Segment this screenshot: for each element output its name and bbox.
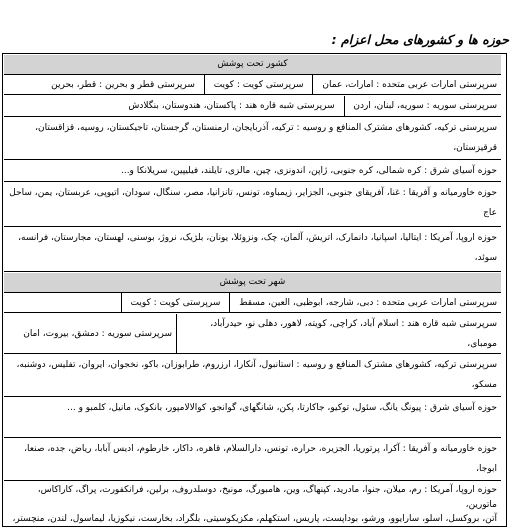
country-row-2 [4,96,501,117]
city-row-1 [4,293,501,313]
city-row-5 [4,439,501,481]
city-turkey-line-1: سرپرستی ترکیه، کشورهای مشترک المنافع و روسیه : استانبول، آنکارا، ارزروم، طرابوزان، باکو، نخجوان، ایروان، تفلیس، دوشنبه، مسکو، [16,360,497,390]
country-row-3 [4,118,501,160]
city-row-4 [4,398,501,438]
country-row-5 [4,183,501,227]
country-row-1 [4,75,501,95]
city-row-6 [4,482,501,526]
country-row-6 [4,228,501,272]
city-east-asia-line-1: حوزه آسیای شرق : پیونگ یانگ، سئول، توکیو، جاکارتا، پکن، شانگهای، گوانجو، کوالالامپور، بانکوک، مانیل، کلمبو و ... [67,403,497,413]
country-turkey-line-1: سرپرستی ترکیه، کشورهای مشترک المنافع و روسیه : ترکیه، آذربایجان، ارمنستان، گرجستان، تاجیکستان، روسیه، قزاقستان، قرقیزستان، [35,123,497,153]
country-syria-cell: سرپرستی سوریه : سوریه، لبنان، اردن [353,101,497,111]
city-row-3 [4,355,501,397]
country-east-asia: حوزه آسیای شرق : کره شمالی، کره جنوبی، ژاپن، اندونزی، چین، مالزی، تایلند، فیلیپین، سریلانکا و... [120,166,497,176]
country-qatar-cell: سرپرستی قطر و بحرین : قطر، بحرین [51,80,195,90]
city-india-cell [176,314,501,354]
city-india-line-1: سرپرستی شبه قاره هند : اسلام آباد، کراچی، کویته، لاهور، دهلی نو، حیدرآباد، مومبای، [210,319,497,349]
country-section-header: کشور تحت پوشش [4,55,501,75]
city-middle-east-line-2 [8,479,497,481]
country-europe-line-2 [8,268,497,272]
page-title: حوزه ها و کشورهای محل اعزام : [331,32,509,47]
city-kuwait-cell: سرپرستی کویت : کویت [130,298,221,308]
country-uae-cell: سرپرستی امارات عربی متحده : امارات، عمان [322,80,497,90]
country-india-cell: سرپرستی شبه قاره هند : پاکستان، هندوستان، بنگلادش [128,101,335,111]
country-kuwait-cell: سرپرستی کویت : کویت [213,80,304,90]
country-middle-east-line-2 [8,223,497,227]
country-row-4 [4,161,501,182]
country-turkey-line-2 [8,158,497,160]
city-row-2 [4,314,501,354]
country-europe-line-1: حوزه اروپا، آمریکا : ایتالیا، اسپانیا، دانمارک، اتریش، آلمان، چک، ونزوئلا، یونان، بلژیک، نروژ، بوسنی، لهستان، مجارستان، فرانسه، سوئد، [18,233,497,263]
city-turkey-line-2 [8,395,497,397]
city-section-header: شهر تحت پوشش [4,273,501,293]
country-middle-east-line-1: حوزه خاورمیانه و آفریقا : غنا، آفریقای جنوبی، الجزایر، زیمباوه، تونس، تانزانیا، مصر، سنگال، سودان، اتیوپی، عربستان، یمن، ساحل عاج [9,188,497,218]
city-uae-cell: سرپرستی امارات عربی متحده : دبی، شارجه، ابوظبی، العین، مسقط [239,298,497,308]
city-middle-east-line-1: حوزه خاورمیانه و آفریقا : آکرا، پرتوریا، الجزیره، حراره، تونس، دارالسلام، قاهره، داکار، خارطوم، ادیس آبابا، ریاض، جده، صنعا، ابوجا، [24,444,497,474]
city-syria-cell: سرپرستی سوریه : دمشق، بیروت، امان [23,329,172,339]
city-europe-line-1: حوزه اروپا، آمریکا : رم، میلان، جنوا، مادرید، کپنهاگ، وین، هامبورگ، مونیخ، دوسلدروف، برلین، فرانکفورت، پراگ، کاراکاس، ماتورین، [37,485,497,510]
city-europe-line-2: آتن، بروکسل، اسلو، سارایوو، ورشو، بوداپست، پاریس، استکهلم، مکزیکوسیتی، بلگراد، بخارست، نیکوزیا، لیماسول، لندن، منچستر، [12,514,497,524]
